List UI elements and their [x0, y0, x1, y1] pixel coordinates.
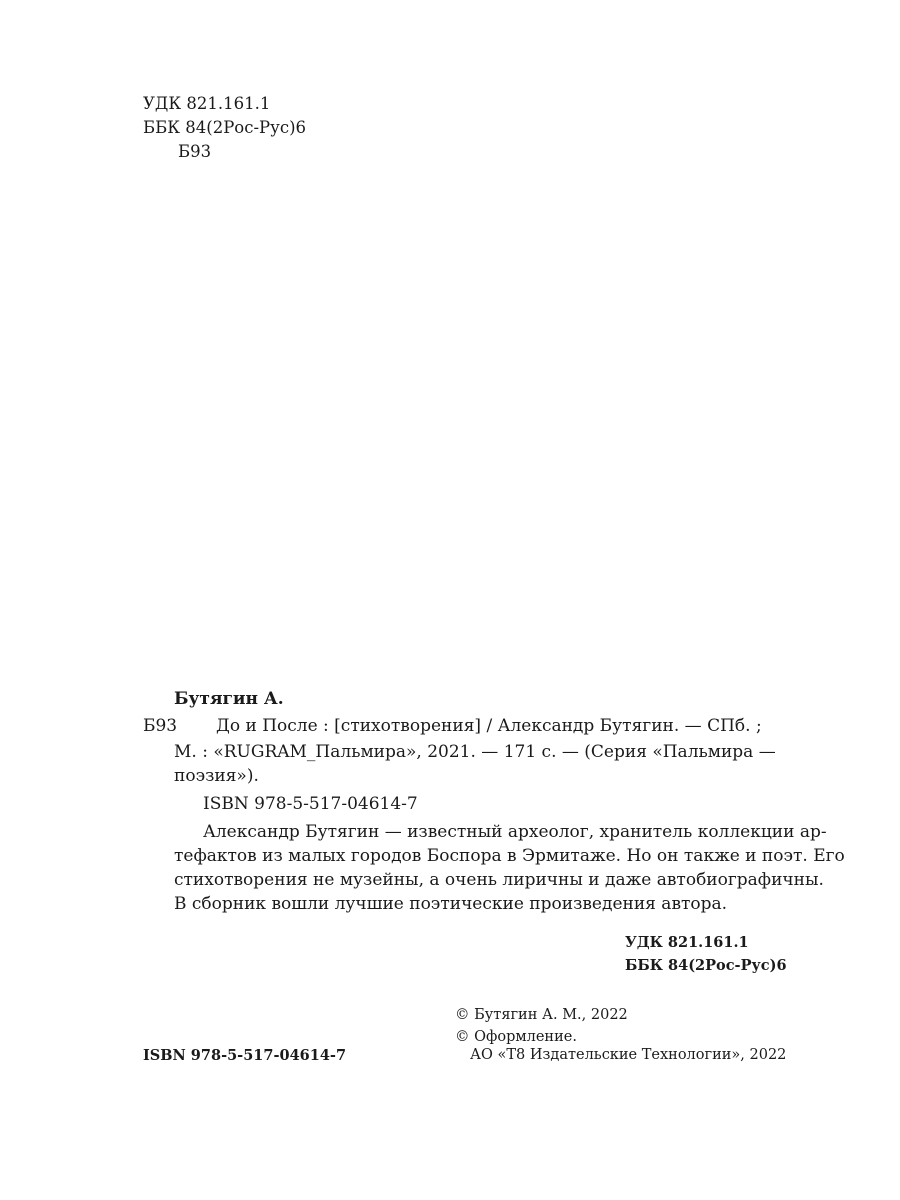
isbn-line: ISBN 978-5-517-04614-7 — [203, 794, 418, 814]
author-mark-inline: Б93 — [143, 716, 178, 736]
udk-code: УДК 821.161.1 — [143, 94, 271, 113]
copyright-line-2: © Оформление. — [455, 1029, 577, 1045]
bbk-code: ББК 84(2Рос-Рус)6 — [143, 118, 307, 137]
annotation-line: тефактов из малых городов Боспора в Эрмитаже. Но он также и поэт. Его — [174, 846, 845, 866]
udk-code-bottom: УДК 821.161.1 — [625, 934, 749, 951]
entry-line-1: До и После : [стихотворения] / Александр Бутягин. — СПб. ; — [216, 716, 762, 736]
annotation-line: В сборник вошли лучшие поэтические произведения автора. — [174, 894, 728, 914]
annotation-paragraph — [174, 820, 845, 916]
copyright-line-1: © Бутягин А. М., 2022 — [455, 1007, 628, 1023]
author-mark: Б93 — [178, 142, 212, 161]
copyright-line-3: АО «Т8 Издательские Технологии», 2022 — [470, 1047, 787, 1063]
annotation-line: Александр Бутягин — известный археолог, хранитель коллекции ар- — [203, 822, 827, 842]
isbn-footer: ISBN 978-5-517-04614-7 — [143, 1047, 347, 1064]
entry-line-3: поэзия»). — [174, 766, 259, 786]
annotation-line: стихотворения не музейны, а очень лиричны и даже автобиографичны. — [174, 870, 824, 890]
bbk-code-bottom: ББК 84(2Рос-Рус)6 — [625, 957, 787, 974]
author-heading: Бутягин А. — [174, 689, 284, 709]
entry-line-2: М. : «RUGRAM_Пальмира», 2021. — 171 с. — (Серия «Пальмира — — [174, 742, 776, 762]
